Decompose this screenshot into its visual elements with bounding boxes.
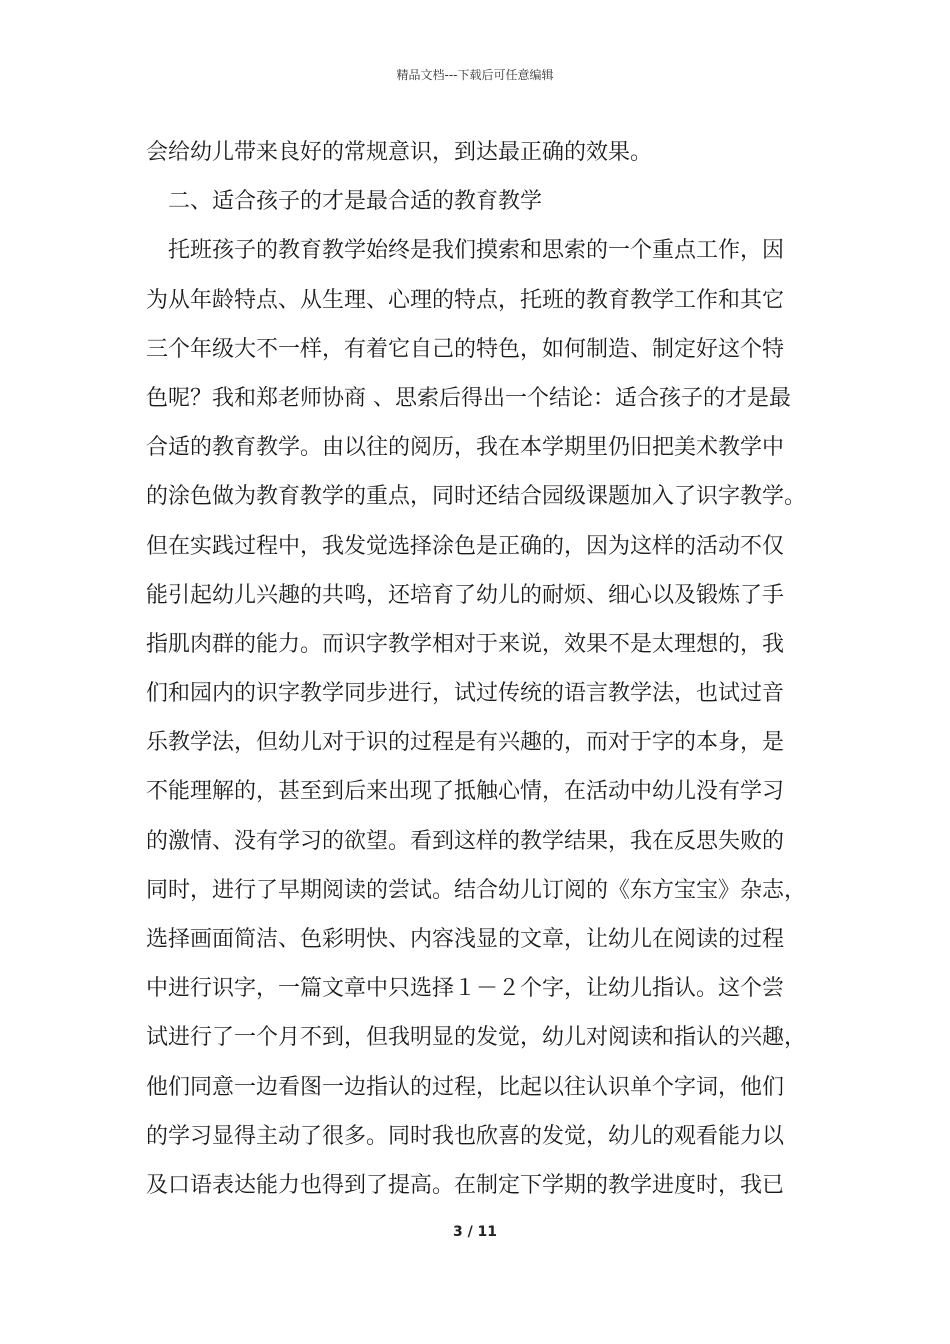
text-line: 选择画面简洁、色彩明快、内容浅显的文章，让幼儿在阅读的过程 xyxy=(146,927,785,952)
text-line: 的学习显得主动了很多。同时我也欣喜的发觉，幼儿的观看能力以 xyxy=(146,1123,785,1149)
text-line: 三个年级大不一样，有着它自己的特色，如何制造、制定好这个特 xyxy=(146,336,785,362)
text-line: 能引起幼儿兴趣的共鸣，还培育了幼儿的耐烦、细心以及锻炼了手 xyxy=(146,582,785,608)
section-heading: 二、适合孩子的才是最合适的教育教学 xyxy=(146,189,543,215)
text-line: 合适的教育教学。由以往的阅历，我在本学期里仍旧把美术教学中 xyxy=(146,435,785,461)
text-line: 托班孩子的教育教学始终是我们摸索和思索的一个重点工作，因 xyxy=(146,238,785,264)
text-line: 为从年龄特点、从生理、心理的特点，托班的教育教学工作和其它 xyxy=(146,287,785,313)
text-line: 不能理解的，甚至到后来出现了抵触心情，在活动中幼儿没有学习 xyxy=(146,779,785,805)
text-line: 指肌肉群的能力。而识字教学相对于来说，效果不是太理想的，我 xyxy=(146,631,785,657)
text-line: 他们同意一边看图一边指认的过程，比起以往认识单个字词，他们 xyxy=(146,1074,785,1100)
text-line: 们和园内的识字教学同步进行，试过传统的语言教学法，也试过音 xyxy=(146,681,785,707)
text-line: 及口语表达能力也得到了提高。在制定下学期的教学进度时，我已 xyxy=(146,1172,785,1198)
text-line: 的激情、没有学习的欲望。看到这样的教学结果，我在反思失败的 xyxy=(146,828,785,854)
text-line: 会给幼儿带来良好的常规意识，到达最正确的效果。 xyxy=(146,140,653,165)
text-line: 但在实践过程中，我发觉选择涂色是正确的，因为这样的活动不仅 xyxy=(146,533,785,559)
text-line: 色呢？我和郑老师协商 、思索后得出一个结论：适合孩子的才是最 xyxy=(146,385,791,411)
page-header: 精品文档---下载后可任意编辑 xyxy=(396,68,554,82)
text-line: 试进行了一个月不到，但我明显的发觉，幼儿对阅读和指认的兴趣， xyxy=(146,1025,807,1051)
document-body xyxy=(146,128,816,1210)
text-line: 中进行识字，一篇文章中只选择１－２个字，让幼儿指认。这个尝 xyxy=(146,976,785,1002)
text-line: 的涂色做为教育教学的重点，同时还结合园级课题加入了识字教学。 xyxy=(146,484,807,510)
text-line: 同时，进行了早期阅读的尝试。结合幼儿订阅的《东方宝宝》杂志， xyxy=(146,877,807,903)
text-line: 乐教学法，但幼儿对于识的过程是有兴趣的，而对于字的本身，是 xyxy=(146,730,785,756)
page-number: 3 / 11 xyxy=(452,1224,498,1240)
